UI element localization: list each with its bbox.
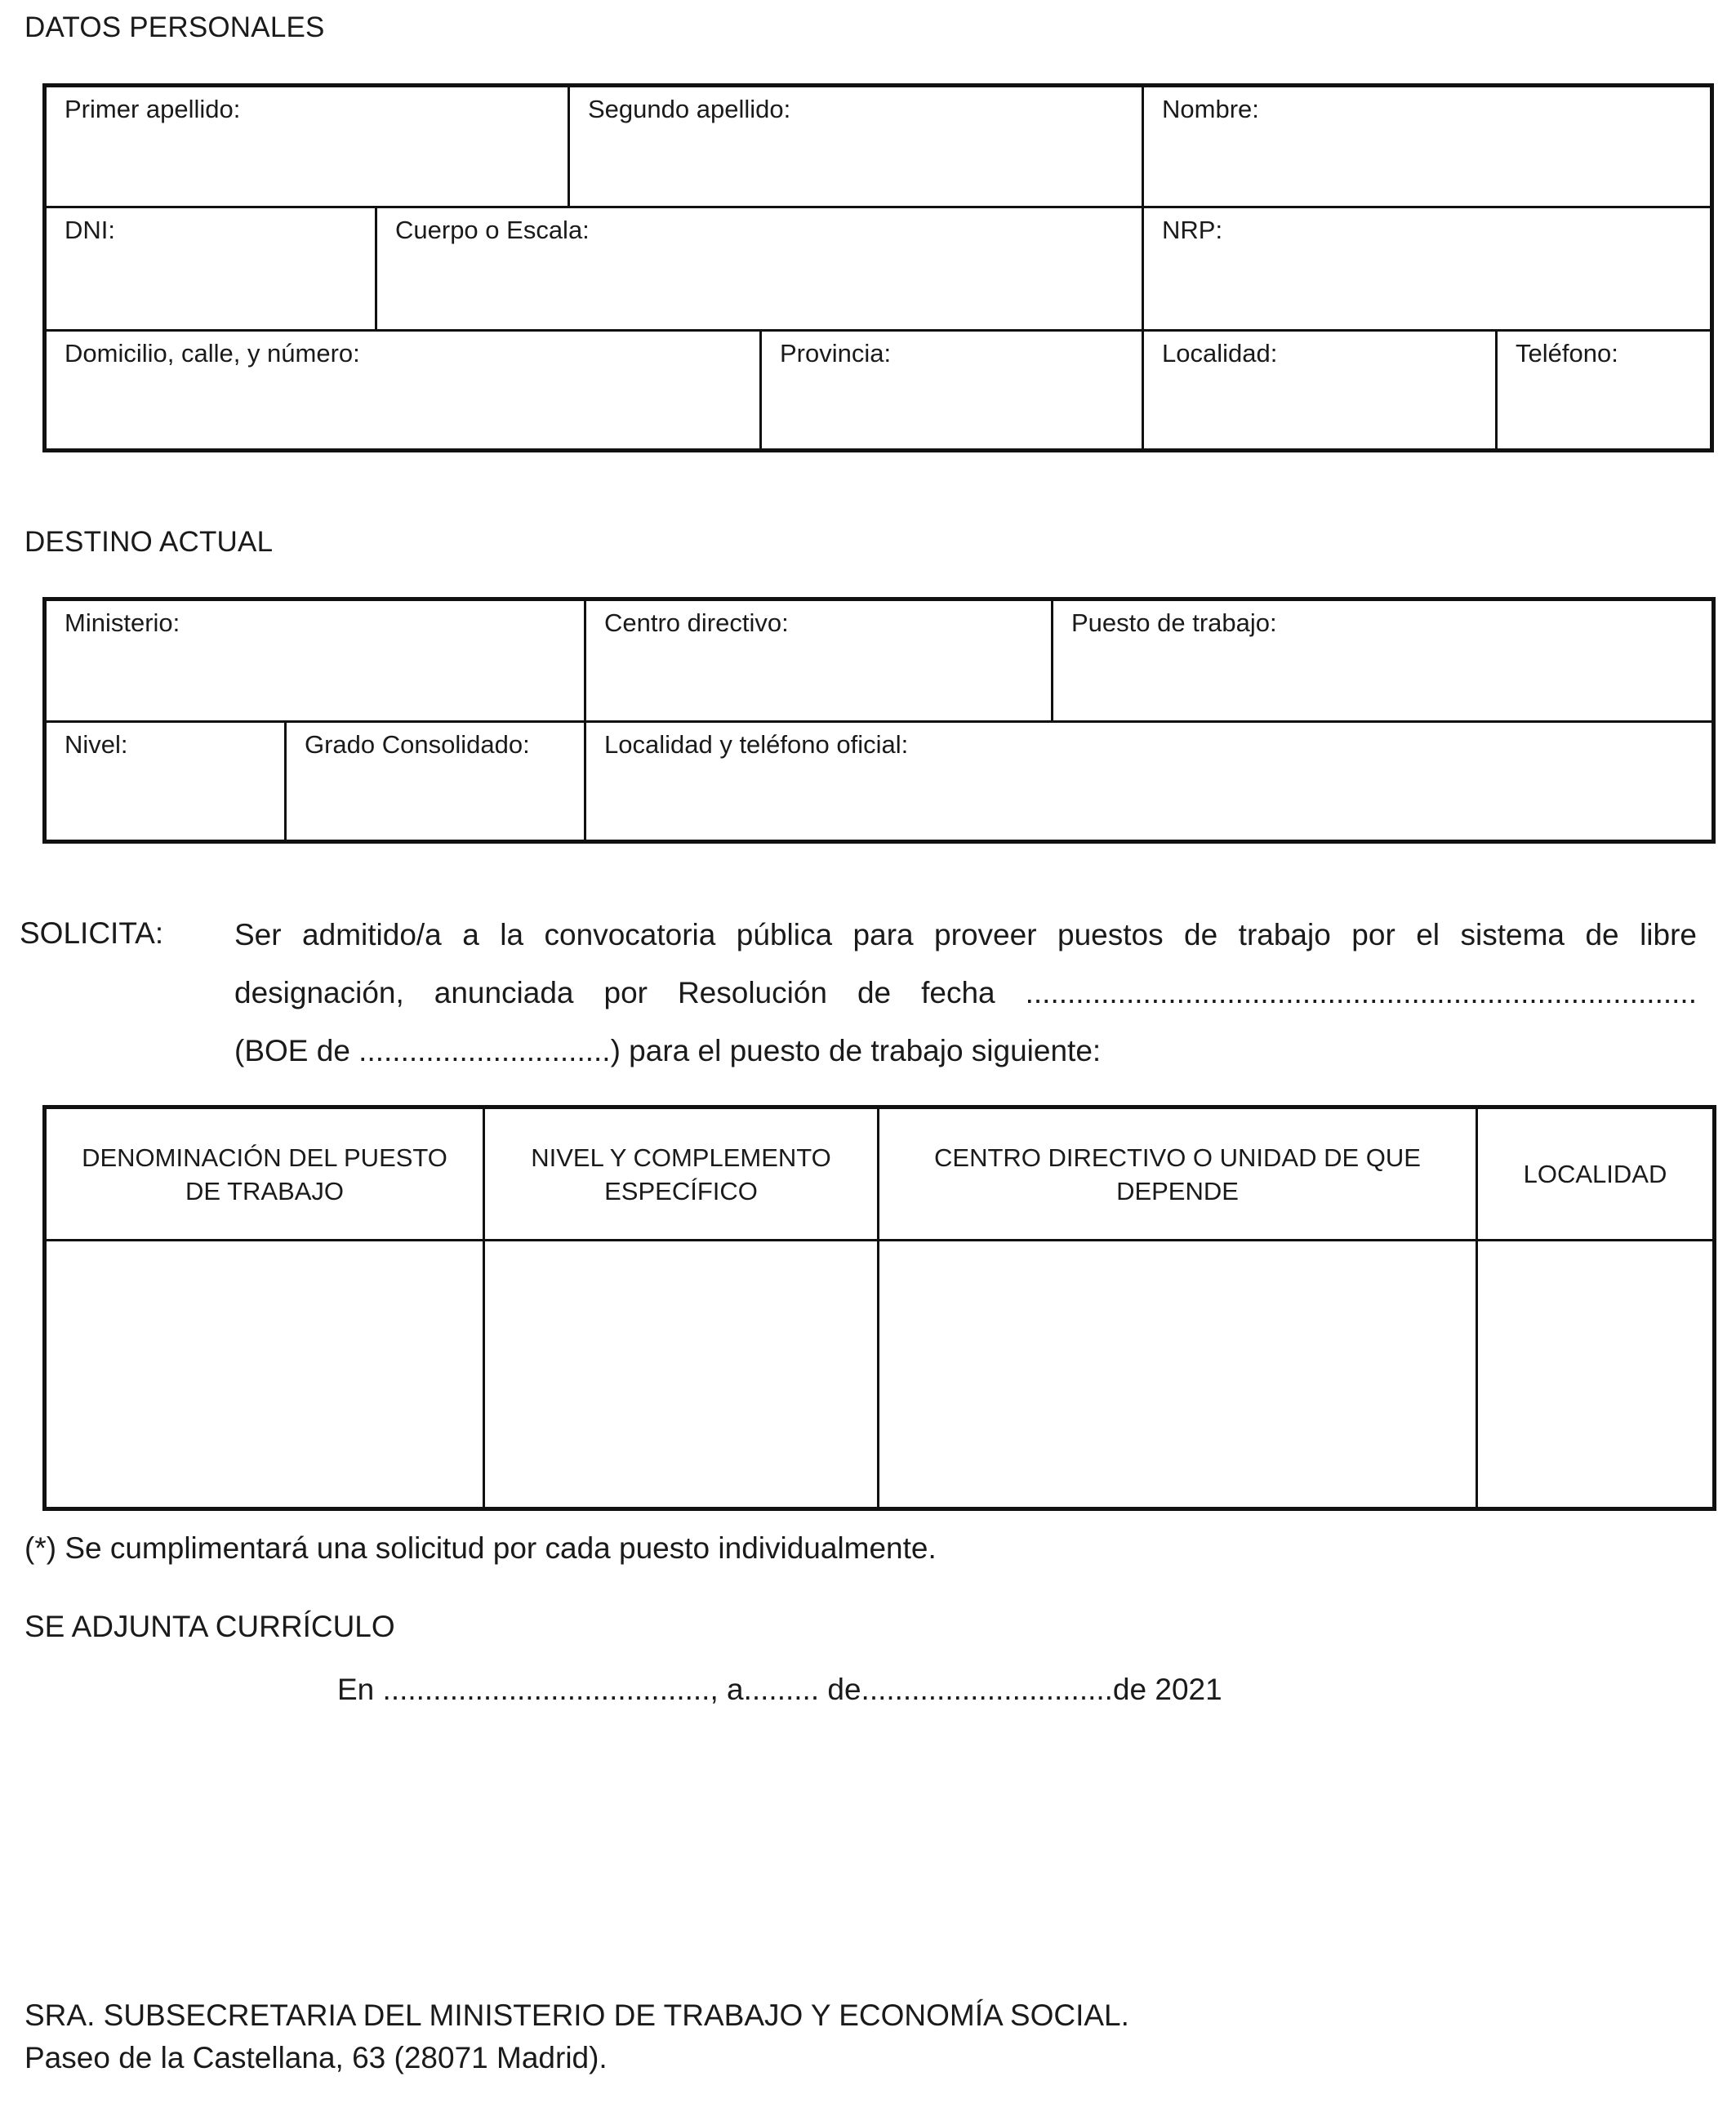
solicita-line: designación, anunciada por Resolución de fecha ................................................................................ [234, 976, 1697, 1009]
column-header-denominacion: DENOMINACIÓN DEL PUESTO DE TRABAJO [82, 1143, 447, 1205]
field-provincia[interactable] [762, 332, 1142, 448]
field-domicilio[interactable] [47, 332, 759, 448]
input-cell-nivel[interactable] [485, 1241, 877, 1507]
section-title-datos-personales: DATOS PERSONALES [24, 11, 325, 43]
field-label: Nombre: [1162, 95, 1259, 123]
input-cell-centro[interactable] [879, 1241, 1476, 1507]
field-ministerio[interactable] [47, 601, 584, 720]
section-title-destino-actual: DESTINO ACTUAL [24, 526, 274, 558]
puesto-table [42, 1105, 1716, 1511]
adjunta-curriculo: SE ADJUNTA CURRÍCULO [24, 1610, 395, 1643]
fecha-line: En ......................................., a......... de..............................de 2021 [337, 1673, 1222, 1706]
column-header-localidad: LOCALIDAD [1523, 1160, 1667, 1188]
field-label: Localidad y teléfono oficial: [604, 730, 909, 759]
input-cell-denominacion[interactable] [47, 1241, 483, 1507]
field-dni[interactable] [47, 208, 375, 329]
solicita-paragraph [234, 906, 1697, 1080]
field-puesto-trabajo[interactable] [1053, 601, 1712, 720]
field-label: Primer apellido: [65, 95, 241, 123]
field-label: DNI: [65, 216, 115, 244]
destinatario-line-1: SRA. SUBSECRETARIA DEL MINISTERIO DE TRABAJO Y ECONOMÍA SOCIAL. [24, 1998, 1129, 2032]
field-nrp[interactable] [1144, 208, 1710, 329]
field-localidad-telefono[interactable] [586, 723, 1712, 840]
solicita-line: Ser admitido/a a la convocatoria pública para proveer puestos de trabajo por el sistema de libre [234, 918, 1697, 951]
column-header-nivel: NIVEL Y COMPLEMENTO ESPECÍFICO [531, 1143, 831, 1205]
field-label: Domicilio, calle, y número: [65, 339, 360, 368]
field-label: Segundo apellido: [588, 95, 791, 123]
field-label: Provincia: [780, 339, 892, 368]
solicita-line: (BOE de ..............................) para el puesto de trabajo siguiente: [234, 1034, 1102, 1067]
field-primer-apellido[interactable] [47, 87, 568, 206]
destino-actual-table [42, 597, 1716, 844]
field-label: NRP: [1162, 216, 1223, 244]
field-label: Puesto de trabajo: [1071, 608, 1277, 637]
field-nivel[interactable] [47, 723, 284, 840]
footnote: (*) Se cumplimentará una solicitud por cada puesto individualmente. [24, 1531, 937, 1565]
field-centro-directivo[interactable] [586, 601, 1051, 720]
field-nombre[interactable] [1144, 87, 1710, 206]
field-localidad[interactable] [1144, 332, 1495, 448]
field-label: Localidad: [1162, 339, 1278, 368]
field-label: Centro directivo: [604, 608, 789, 637]
field-label: Nivel: [65, 730, 128, 759]
field-segundo-apellido[interactable] [570, 87, 1142, 206]
field-cuerpo-escala[interactable] [377, 208, 1142, 329]
field-label: Ministerio: [65, 608, 180, 637]
field-label: Grado Consolidado: [305, 730, 530, 759]
field-label: Teléfono: [1516, 339, 1618, 368]
column-header-centro: CENTRO DIRECTIVO O UNIDAD DE QUE DEPENDE [934, 1143, 1421, 1205]
input-cell-localidad[interactable] [1478, 1241, 1712, 1507]
field-grado-consolidado[interactable] [287, 723, 584, 840]
field-telefono[interactable] [1498, 332, 1710, 448]
solicita-label: SOLICITA: [20, 916, 164, 950]
destinatario-line-2: Paseo de la Castellana, 63 (28071 Madrid). [24, 2041, 608, 2074]
datos-personales-table [42, 83, 1714, 452]
field-label: Cuerpo o Escala: [395, 216, 590, 244]
